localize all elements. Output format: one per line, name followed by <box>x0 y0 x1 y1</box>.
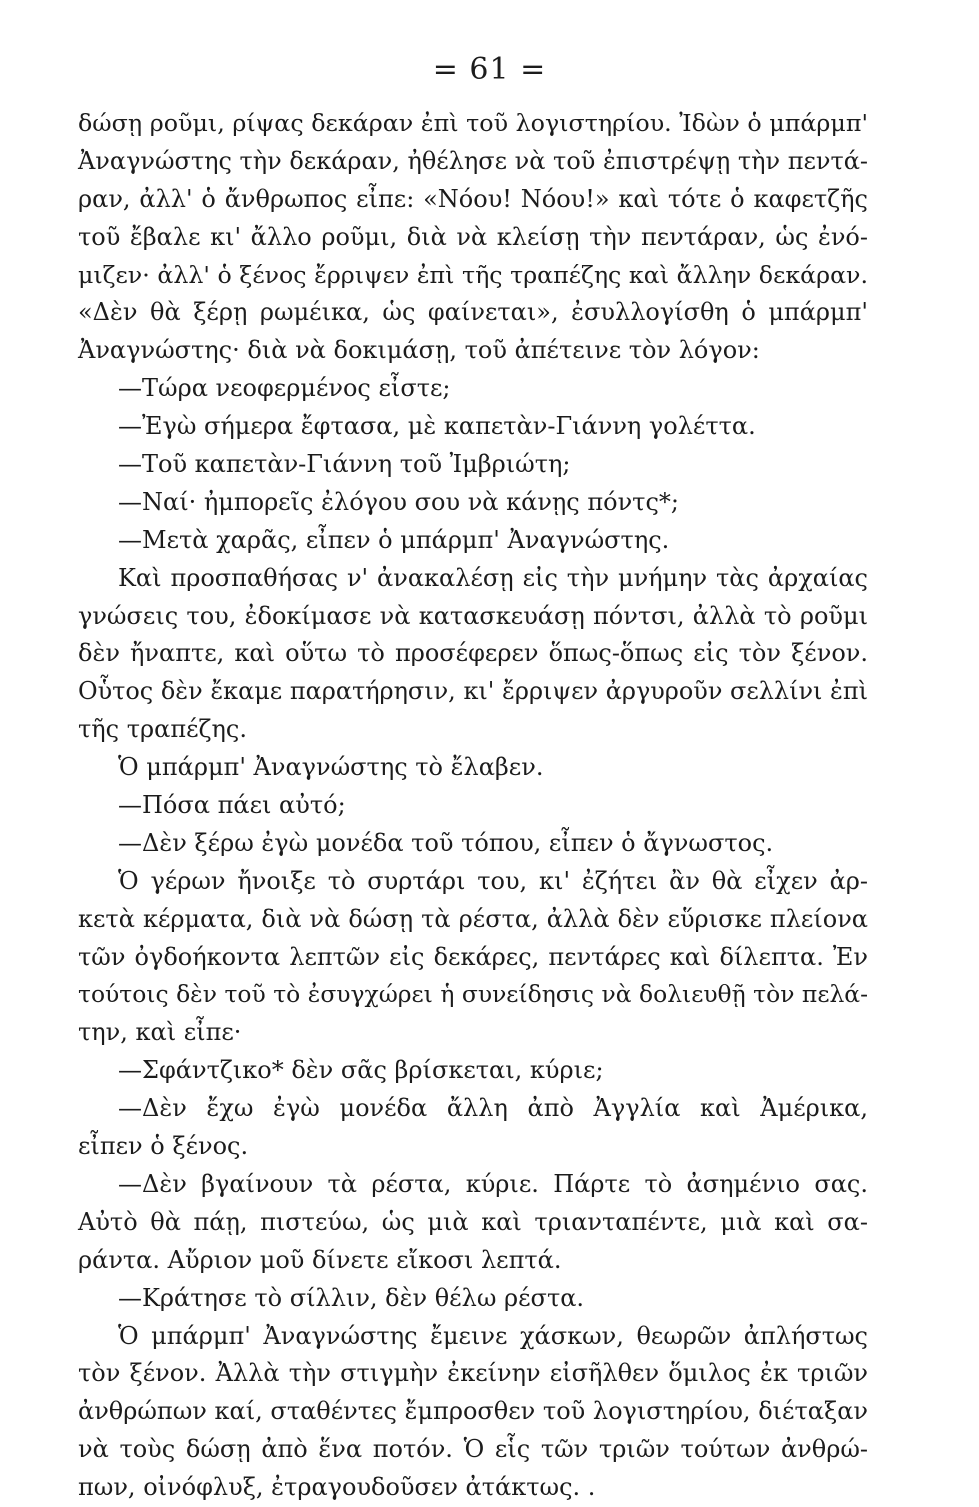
text-line: ἀνθρώπων καί, σταθέντες ἔμπροσθεν τοῦ λογιστηρίου, διέταξαν <box>78 1397 868 1426</box>
text-line: δὲν ἤναπτε, καὶ οὕτω τὸ προσέφερεν ὅπως-ὅπως εἰς τὸν ξένον. <box>78 639 868 668</box>
text-line: μιζεν· ἀλλ' ὁ ξένος ἔρριψεν ἐπὶ τῆς τραπέζης καὶ ἄλλην δεκάραν. <box>78 260 868 289</box>
text-line: —Δὲν ἔχω ἐγὼ μονέδα ἄλλη ἀπὸ Ἀγγλία καὶ Ἀμέρικα, <box>118 1094 868 1123</box>
text-line: —Δὲν βγαίνουν τὰ ρέστα, κύριε. Πάρτε τὸ ἀσημένιο σας. <box>118 1169 868 1198</box>
text-line: τὸν ξένον. Ἀλλὰ τὴν στιγμὴν ἐκείνην εἰσῆλθεν ὅμιλος ἐκ τριῶν <box>78 1359 868 1388</box>
text-line: νὰ τοὺς δώσῃ ἀπὸ ἕνα ποτόν. Ὁ εἷς τῶν τριῶν τούτων ἀνθρώ- <box>78 1435 868 1464</box>
body-text <box>78 105 868 1507</box>
text-line: —Κράτησε τὸ σίλλιν, δὲν θέλω ρέστα. <box>118 1283 585 1312</box>
text-line: τῶν ὀγδοήκοντα λεπτῶν εἰς δεκάρες, πεντάρες καὶ δίλεπτα. Ἐν <box>78 942 868 971</box>
text-line: Ὁ μπάρμπ' Ἀναγνώστης τὸ ἔλαβεν. <box>118 753 544 782</box>
text-line: Ὁ γέρων ἤνοιξε τὸ συρτάρι του, κι' ἐζήτει ἂν θὰ εἶχεν ἀρ- <box>118 866 868 895</box>
text-line: Ἀναγνώστης· διὰ νὰ δοκιμάσῃ, τοῦ ἀπέτεινε τὸν λόγον: <box>78 336 760 365</box>
text-line: —Τώρα νεοφερμένος εἶστε; <box>118 374 451 403</box>
text-line: τῆς τραπέζης. <box>78 715 247 744</box>
text-line: —Ναί· ἠμπορεῖς ἐλόγου σου νὰ κάνῃς πόντς*; <box>118 487 679 516</box>
text-line: Αὐτὸ θὰ πάῃ, πιστεύω, ὡς μιὰ καὶ τριανταπέντε, μιὰ καὶ σα- <box>78 1207 868 1236</box>
text-line: τούτοις δὲν τοῦ τὸ ἐσυγχώρει ἡ συνείδησις νὰ δολιευθῇ τὸν πελά- <box>78 980 868 1009</box>
text-line: —Πόσα πάει αὐτό; <box>118 791 346 820</box>
text-line: εἶπεν ὁ ξένος. <box>78 1132 249 1161</box>
page-number: = 61 = <box>432 52 547 87</box>
text-line: Οὗτος δὲν ἔκαμε παρατήρησιν, κι' ἔρριψεν ἀργυροῦν σελλίνι ἐπὶ <box>78 677 868 706</box>
text-line: ράντα. Αὔριον μοῦ δίνετε εἴκοσι λεπτά. <box>78 1245 562 1274</box>
text-line: ραν, ἀλλ' ὁ ἄνθρωπος εἶπε: «Νόου! Νόου!» καὶ τότε ὁ καφετζῆς <box>78 184 868 213</box>
text-line: Καὶ προσπαθήσας ν' ἀνακαλέσῃ εἰς τὴν μνήμην τὰς ἀρχαίας <box>118 563 868 592</box>
text-line: την, καὶ εἶπε· <box>78 1018 242 1047</box>
text-line: τοῦ ἔβαλε κι' ἄλλο ροῦμι, διὰ νὰ κλείσῃ τὴν πεντάραν, ὡς ἐνό- <box>78 222 868 251</box>
text-line: —Σφάντζικο* δὲν σᾶς βρίσκεται, κύριε; <box>118 1056 604 1085</box>
text-line: —Ἐγὼ σήμερα ἔφτασα, μὲ καπετὰν-Γιάννη γολέττα. <box>118 412 756 441</box>
text-line: «Δὲν θὰ ξέρῃ ρωμέικα, ὡς φαίνεται», ἐσυλλογίσθη ὁ μπάρμπ' <box>78 298 868 327</box>
text-line: —Μετὰ χαρᾶς, εἶπεν ὁ μπάρμπ' Ἀναγνώστης. <box>118 525 670 554</box>
text-line: γνώσεις του, ἐδοκίμασε νὰ κατασκευάσῃ πόντσι, ἀλλὰ τὸ ροῦμι <box>78 601 868 630</box>
text-line: κετὰ κέρματα, διὰ νὰ δώσῃ τὰ ρέστα, ἀλλὰ δὲν εὕρισκε πλείονα <box>78 904 868 933</box>
text-line: πων, οἰνόφλυξ, ἐτραγουδοῦσεν ἀτάκτως. . <box>78 1473 596 1502</box>
text-line: Ὁ μπάρμπ' Ἀναγνώστης ἔμεινε χάσκων, θεωρῶν ἀπλήστως <box>118 1321 868 1350</box>
text-line: —Δὲν ξέρω ἐγὼ μονέδα τοῦ τόπου, εἶπεν ὁ ἄγνωστος. <box>118 828 774 857</box>
text-line: —Τοῦ καπετὰν-Γιάννη τοῦ Ἰμβριώτη; <box>118 450 571 479</box>
text-line: Ἀναγνώστης τὴν δεκάραν, ἠθέλησε νὰ τοῦ ἐπιστρέψῃ τὴν πεντά- <box>78 146 868 175</box>
text-line: δώσῃ ροῦμι, ρίψας δεκάραν ἐπὶ τοῦ λογιστηρίου. Ἰδὼν ὁ μπάρμπ' <box>78 109 868 137</box>
